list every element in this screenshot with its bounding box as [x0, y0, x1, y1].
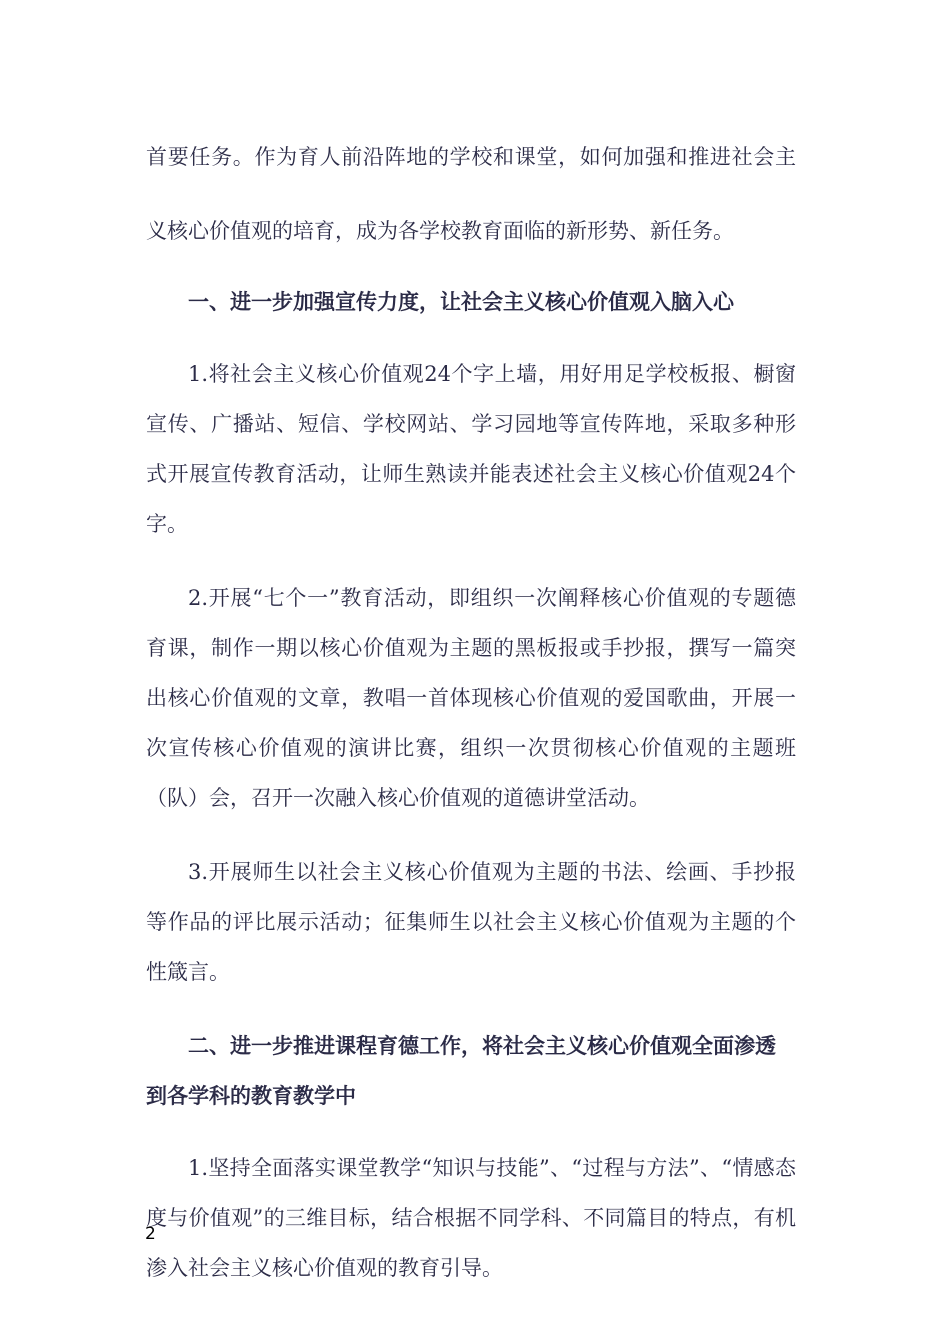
section-heading-1: 一、进一步加强宣传力度，让社会主义核心价值观入脑入心 — [188, 289, 734, 314]
paragraph-item-1-3: 3.开展师生以社会主义核心价值观为主题的书法、绘画、手抄报等作品的评比展示活动；征集师生以社会主义核心价值观为主题的个性箴言。 — [146, 860, 796, 984]
document-body — [146, 120, 796, 1317]
page-number: 2 — [145, 1224, 156, 1244]
section-heading-2: 二、进一步推进课程育德工作，将社会主义核心价值观全面渗透到各学科的教育教学中 — [146, 1033, 776, 1108]
paragraph-item-1-1: 1.将社会主义核心价值观24个字上墙，用好用足学校板报、橱窗宣传、广播站、短信、学校网站、学习园地等宣传阵地，采取多种形式开展宣传教育活动，让师生熟读并能表述社会主义核心价值观24个字。 — [146, 362, 796, 536]
paragraph-item-1-2: 2.开展“七个一”教育活动，即组织一次阐释核心价值观的专题德育课，制作一期以核心价值观为主题的黑板报或手抄报，撰写一篇突出核心价值观的文章，教唱一首体现核心价值观的爱国歌曲，开展一次宣传核心价值观的演讲比赛，组织一次贯彻核心价值观的主题班（队）会，召开一次融入核心价值观的道德讲堂活动。 — [146, 586, 796, 810]
paragraph-item-2-1: 1.坚持全面落实课堂教学“知识与技能”、“过程与方法”、“情感态度与价值观”的三维目标，结合根据不同学科、不同篇目的特点，有机渗入社会主义核心价值观的教育引导。 — [146, 1156, 796, 1280]
paragraph-intro-continued: 首要任务。作为育人前沿阵地的学校和课堂，如何加强和推进社会主义核心价值观的培育，成为各学校教育面临的新形势、新任务。 — [146, 145, 796, 243]
